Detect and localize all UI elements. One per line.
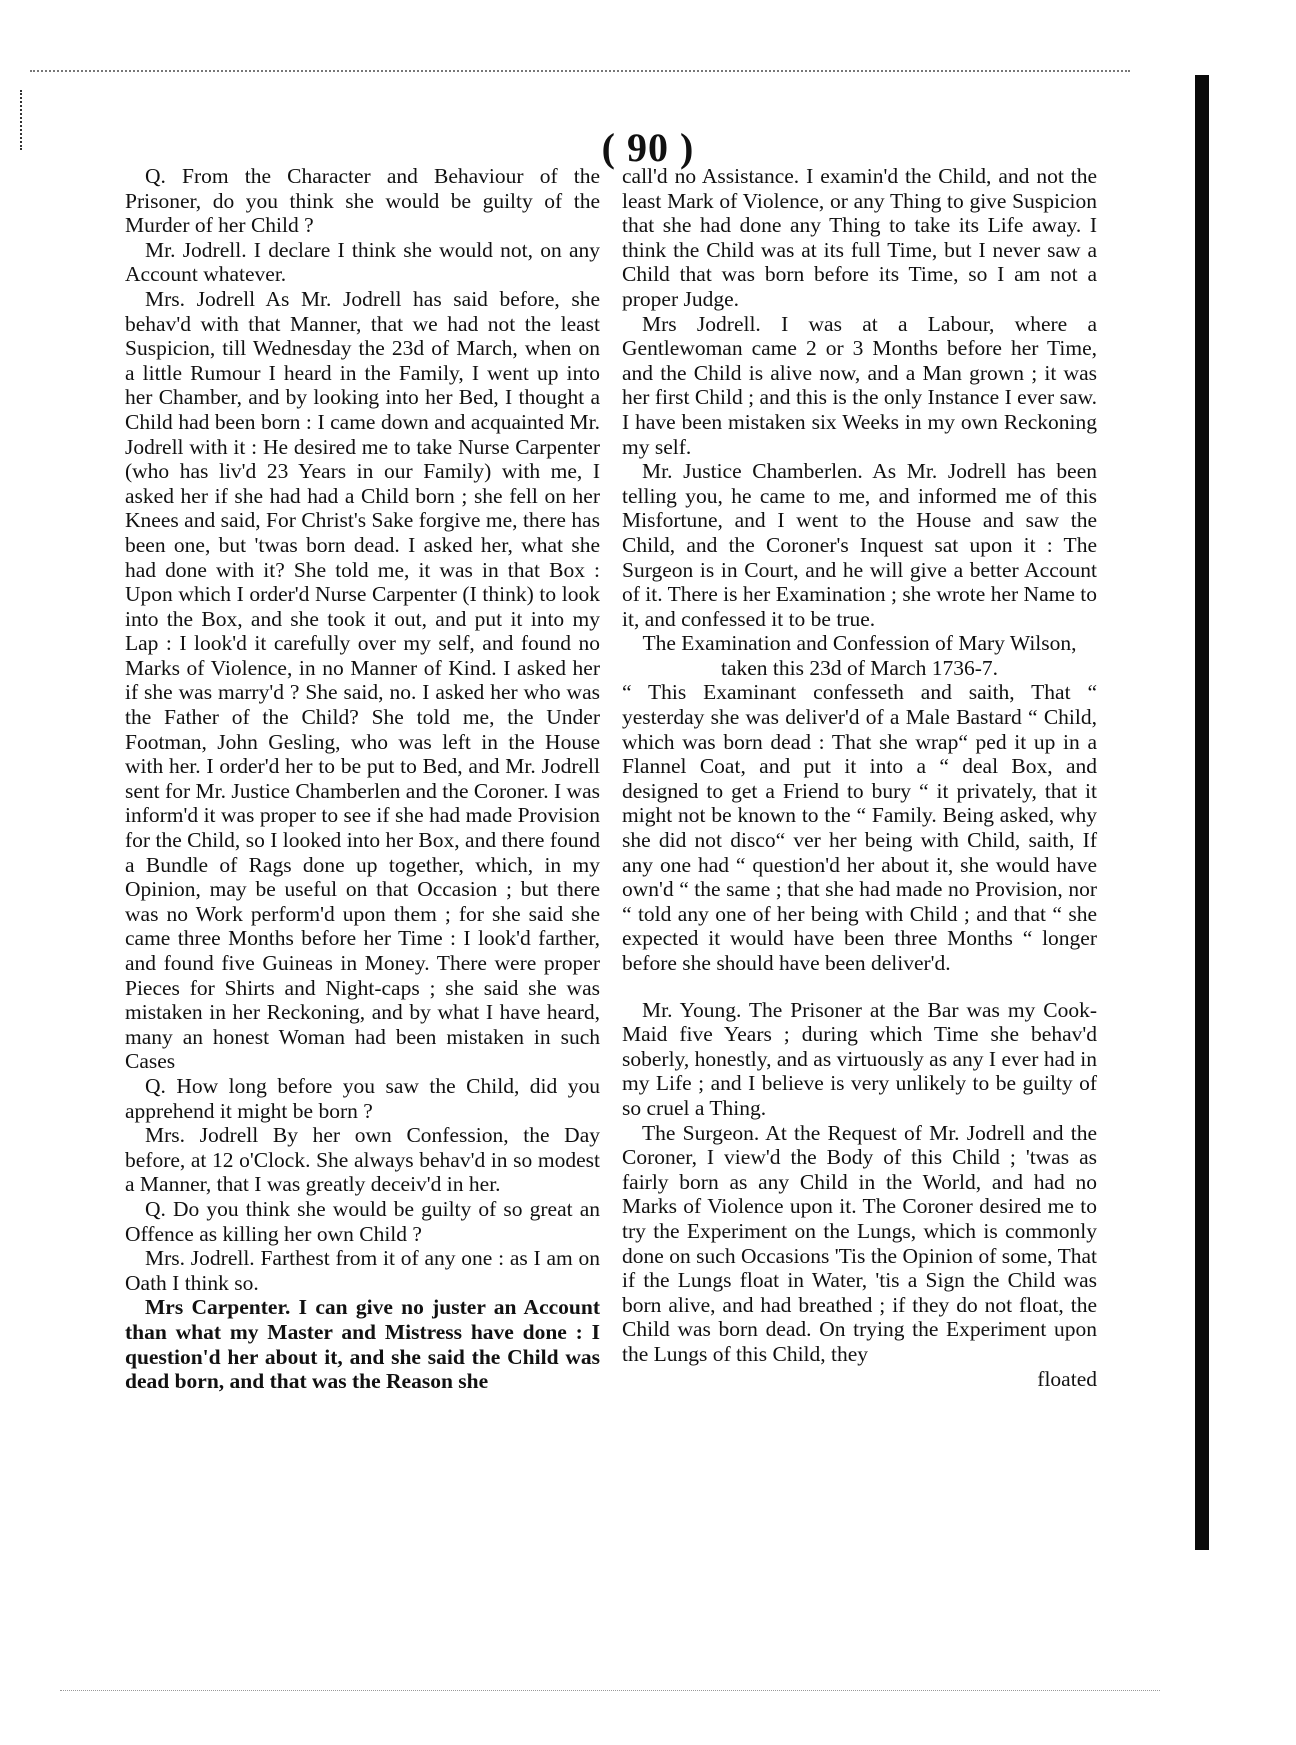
binding-shadow — [1195, 75, 1209, 1550]
right-column — [622, 164, 1097, 1391]
paragraph: Mrs. Jodrell By her own Confession, the Day before, at 12 o'Clock. She always behav'd in so modest a Manner, that I was greatly deceiv'd in her. — [125, 1123, 600, 1197]
paragraph: Mrs Jodrell. I was at a Labour, where a Gentlewoman came 2 or 3 Months before her Time, and the Child is alive now, and a Man grown ; it was her first Child ; and this is the only Instance I ever saw. I have been mistaken six Weeks in my own Reckoning my self. — [622, 311, 1097, 459]
paragraph: call'd no Assistance. I examin'd the Child, and not the least Mark of Violence, or any Thing to give Suspicion that she had done any Thing to take its Life away. I think the Child was at its full Time, but I never saw a Child that was born before its Time, so I am not a proper Judge. — [622, 164, 1097, 311]
paragraph: Q. From the Character and Behaviour of the Prisoner, do you think she would be guilty of the Murder of her Child ? — [125, 164, 600, 238]
left-column — [125, 164, 600, 1394]
paragraph: Mr. Young. The Prisoner at the Bar was my Cook-Maid five Years ; during which Time she behav'd soberly, honestly, and as virtuously as any I ever had in my Life ; and I believe is very unlikely to be guilty of so cruel a Thing. — [622, 997, 1097, 1120]
paragraph: Mr. Jodrell. I declare I think she would not, on any Account whatever. — [125, 237, 600, 287]
bottom-rule — [60, 1690, 1160, 1691]
paragraph: The Surgeon. At the Request of Mr. Jodrell and the Coroner, I view'd the Body of this Child ; 'twas as fairly born as any Child in the World, and had no Marks of Violence upon it. The Coroner desired me to try the Experiment on the Lungs, which is commonly done on such Occasions 'Tis the Opinion of some, That if the Lungs float in Water, 'tis a Sign the Child was born alive, and had breathed ; if they do not float, the Child was born dead. On trying the Experiment upon the Lungs of this Child, they — [622, 1120, 1097, 1366]
paragraph: Mrs Carpenter. I can give no juster an Account than what my Master and Mistress have done : I question'd her about it, and she said the Child was dead born, and that was the Reason she — [125, 1295, 600, 1394]
paragraph: Mrs. Jodrell As Mr. Jodrell has said before, she behav'd with that Manner, that we had not the least Suspicion, till Wednesday the 23d of March, when on a little Rumour I heard in the Family, I went up into her Chamber, and by looking into her Bed, I thought a Child had been born : I came down and acquainted Mr. Jodrell with it : He desired me to take Nurse Carpenter (who has liv'd 23 Years in our Family) with me, I asked her if she had had a Child born ; she fell on her Knees and said, For Christ's Sake forgive me, there has been one, but 'twas born dead. I asked her, what she had done with it? She told me, it was in that Box : Upon which I order'd Nurse Carpenter (I think) to look into the Box, and she took it out, and put it into my Lap : I look'd it carefully over my self, and found no Marks of Violence, in no Manner of Kind. I asked her if she was marry'd ? She said, no. I asked her who was the Father of the Child? She told me, the Under Footman, John Gesling, who was left in the House with her. I order'd her to be put to Bed, and Mr. Jodrell sent for Mr. Justice Chamberlen and the Coroner. I was inform'd it was proper to see if she had made Provision for the Child, so I looked into her Box, and there found a Bundle of Rags done up together, which, in my Opinion, may be useful on that Occasion ; but there was no Work perform'd upon them ; for she said she came three Months before her Time : I look'd farther, and found five Guineas in Money. There were proper Pieces for Shirts and Night-caps ; she said she was mistaken in her Reckoning, and by what I have heard, many an honest Woman had been mistaken in such Cases — [125, 286, 600, 1074]
catchword: floated — [1037, 1366, 1097, 1391]
examination-quote — [622, 680, 1097, 975]
examination-heading: The Examination and Confession of Mary Wilson, taken this 23d of March 1736-7. — [642, 631, 1077, 680]
examination-text: “ This Examinant confesseth and saith, That “ yesterday she was deliver'd of a Male Bastard “ Child, which was born dead : That she wrap“ ped it up in a Flannel Coat, and put it into a “ deal Box, and designed to get a Friend to bury “ it privately, that it might not be known to the “ Family. Being asked, why she did not disco“ ver her being with Child, saith, If any one had “ question'd her about it, she would have own'd “ the same ; that she had made no Provision, nor “ told any one of her being with Child ; and that “ she expected it would have been three Months “ longer before she should have been deliver'd. — [622, 680, 1097, 975]
page-number: ( 90 ) — [601, 125, 695, 170]
paragraph: Q. How long before you saw the Child, did you apprehend it might be born ? — [125, 1073, 600, 1123]
spacer — [622, 976, 1097, 998]
paragraph: Mr. Justice Chamberlen. As Mr. Jodrell has been telling you, he came to me, and informed me of this Misfortune, and I went to the House and saw the Child, and the Coroner's Inquest sat upon it : The Surgeon is in Court, and he will give a better Account of it. There is her Examination ; she wrote her Name to it, and confessed it to be true. — [622, 459, 1097, 631]
paragraph: Q. Do you think she would be guilty of so great an Offence as killing her own Child ? — [125, 1196, 600, 1246]
top-rule — [30, 70, 1130, 72]
paragraph: Mrs. Jodrell. Farthest from it of any one : as I am on Oath I think so. — [125, 1246, 600, 1295]
